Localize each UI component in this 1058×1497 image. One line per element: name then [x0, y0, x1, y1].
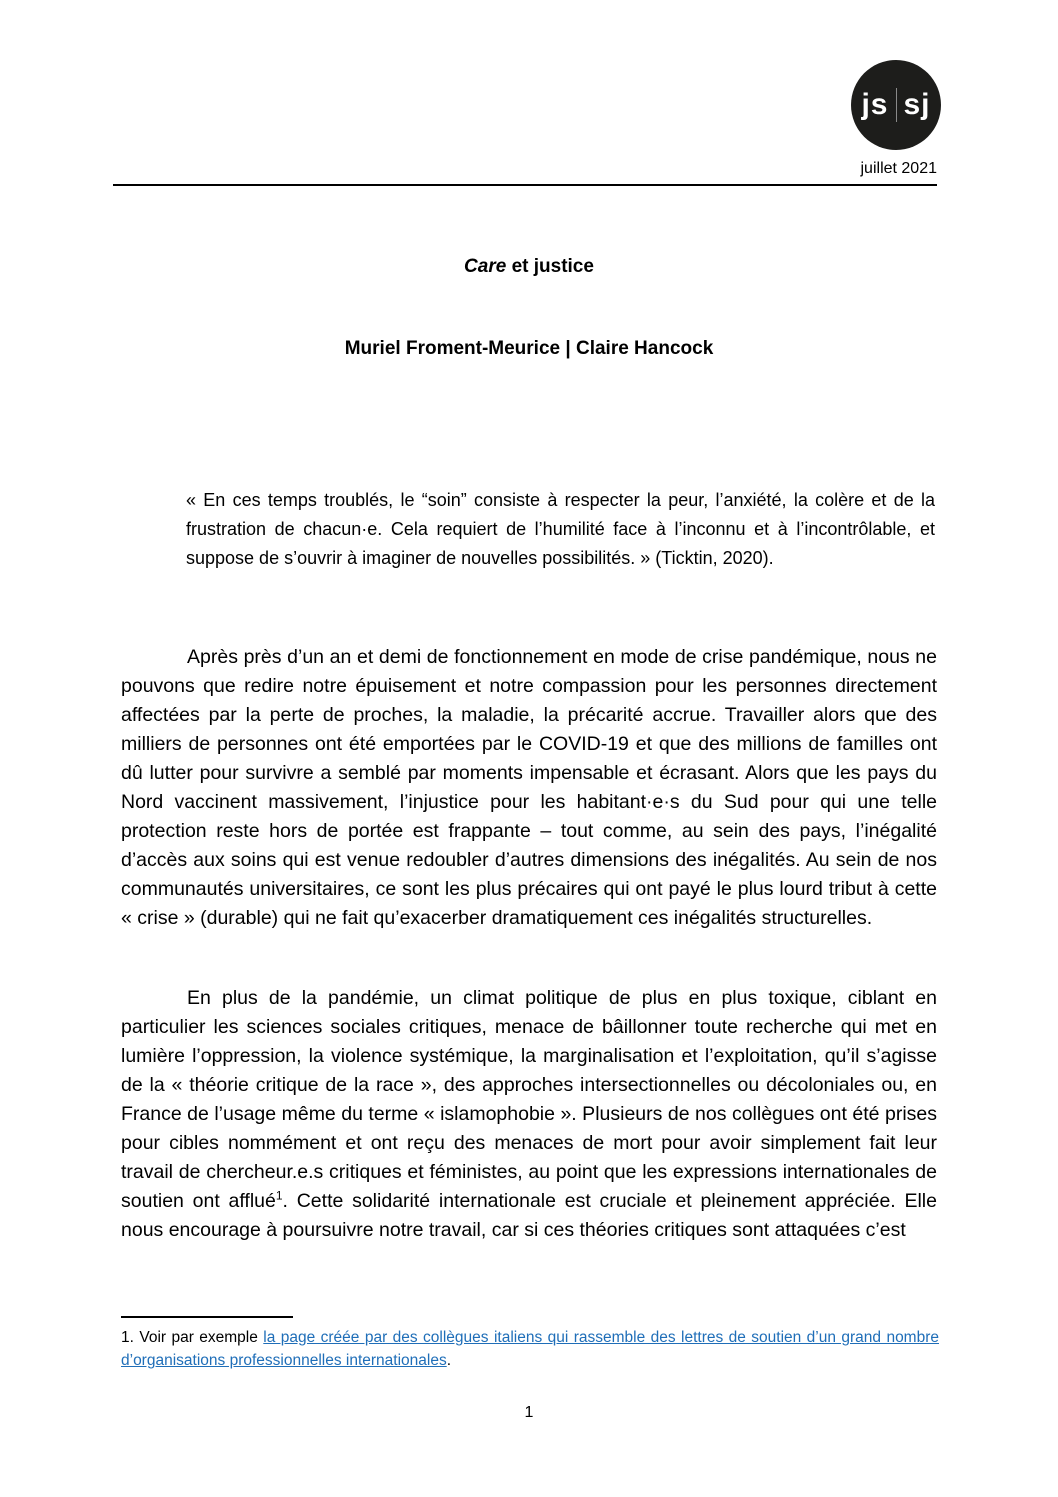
footnote-1 — [121, 1326, 939, 1372]
body-paragraph-2 — [121, 984, 937, 1245]
body-paragraph-1: Après près d’un an et demi de fonctionnement en mode de crise pandémique, nous ne pouvons que redire notre épuisement et notre compassion pour les personnes directement affectées par la perte de proches, la maladie, la précarité accrue. Travailler alors que des milliers de personnes ont été emportées par le COVID-19 et que des millions de familles ont dû lutter pour survivre a semblé par moments impensable et écrasant. Alors que les pays du Nord vaccinent massivement, l’injustice pour les habitant·e·s du Sud pour qui une telle protection reste hors de portée est frappante – tout comme, au sein des pays, l’inégalité d’accès aux soins qui est venue redoubler d’autres dimensions des inégalités. Au sein de nos communautés universitaires, ce sont les plus précaires qui ont payé le plus lourd tribut à cette « crise » (durable) qui ne fait qu’exacerber dramatiquement ces inégalités structurelles. — [121, 646, 937, 929]
logo-text-left: js — [861, 88, 889, 121]
footnote-1-suffix: . — [446, 1352, 452, 1369]
footnote-1-link[interactable]: la page créée par des collègues italiens qui rassemble des lettres de soutien d’un grand nombre d’organisations professionnelles internationales — [121, 1329, 939, 1369]
footnote-1-prefix: 1. Voir par exemple — [121, 1329, 264, 1346]
header-date: juillet 2021 — [860, 160, 937, 177]
logo-text-right: sj — [903, 88, 931, 121]
header-rule — [113, 157, 937, 186]
logo-divider — [896, 88, 897, 122]
article-title-rest: et justice — [506, 256, 594, 277]
article-title-italic: Care — [464, 256, 507, 277]
paragraph-2-text: En plus de la pandémie, un climat politique de plus en plus toxique, ciblant en particulier les sciences sociales critiques, menace de bâillonner toute recherche qui met en lumière l’oppression, la violence systémique, la marginalisation et l’exploitation, qu’il s’agisse de la « théorie critique de la race », des approches intersectionnelles ou décoloniales ou, en France de l’usage même du terme « islamophobie ». Plusieurs de nos collègues ont été prises pour cibles nommément et ont reçu des menaces de mort pour avoir simplement fait leur travail de chercheur.e.s critiques et féministes, au point que les expressions internationales de soutien ont afflué — [121, 987, 937, 1212]
epigraph-quote: « En ces temps troublés, le “soin” consiste à respecter la peur, l’anxiété, la colère et de la frustration de chacun·e. Cela requiert de l’humilité face à l’inconnu et à l’incontrôlable, et suppose de s’ouvrir à imaginer de nouvelles possibilités. » (Ticktin, 2020). — [186, 490, 935, 568]
page-number: 1 — [524, 1404, 534, 1421]
footnote-separator — [121, 1316, 293, 1318]
jssj-logo-icon — [851, 60, 941, 150]
article-title — [121, 256, 937, 278]
paragraph-2-text-continued: . Cette solidarité internationale est cruciale et pleinement appréciée. Elle nous encourage à poursuivre notre travail, car si ces théories critiques sont attaquées c’est — [121, 1190, 937, 1241]
footnote-reference-1: 1 — [275, 1188, 283, 1203]
article-authors: Muriel Froment-Meurice | Claire Hancock — [344, 338, 714, 359]
